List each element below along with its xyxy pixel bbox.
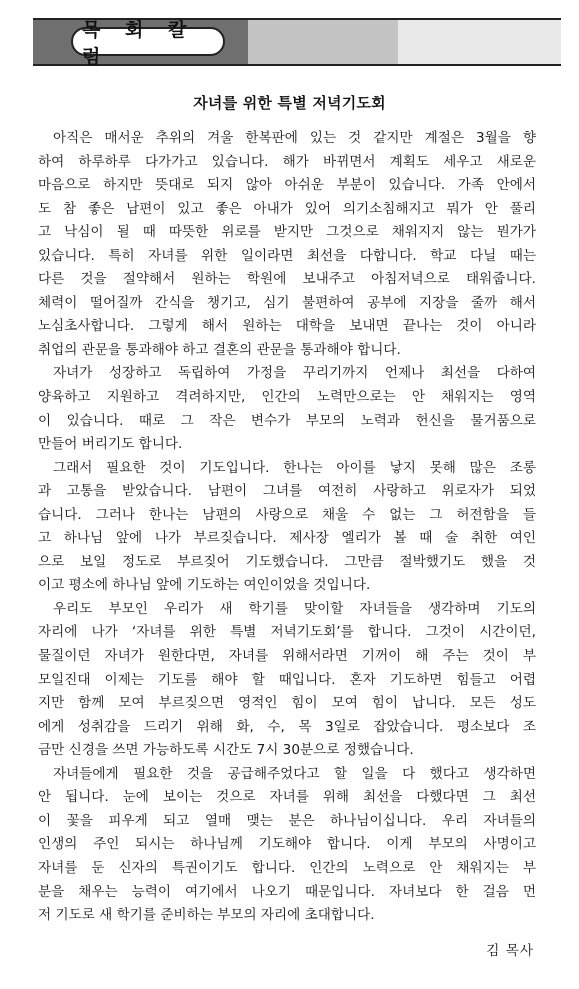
column-header-band — [33, 18, 561, 66]
article-line: 마음으로 하지만 뜻대로 되지 않아 아쉬운 부분이 있습니다. 가족 안에서 — [38, 177, 536, 194]
article-line: 모일진대 이제는 기도를 해야 할 때입니다. 혼자 기도하면 힘들고 어렵 — [38, 671, 536, 688]
article-line: 그래서 필요한 것이 기도입니다. 한나는 아이를 낳지 못해 많은 조롱 — [53, 459, 536, 476]
article-line: 하여 하루하루 다가가고 있습니다. 해가 바뀌면서 계획도 세우고 새로운 — [38, 153, 536, 170]
article-line: 체력이 떨어질까 간식을 챙기고, 심기 불편하여 공부에 지장을 줄까 해서 — [38, 294, 536, 311]
article-line: 이 꽃을 피우게 되고 열매 맺는 분은 하나님이십니다. 우리 자녀들의 — [38, 812, 536, 829]
header-band-mid-segment — [248, 20, 398, 64]
article-line: 고 낙심이 될 때 따뜻한 위로를 받지만 그것으로 채워지지 않는 뭔가가 — [38, 224, 536, 241]
header-band-light-segment — [398, 20, 561, 64]
article-line: 분을 채우는 능력이 여기에서 나오기 때문입니다. 자녀보다 한 걸음 먼 — [38, 883, 536, 900]
article-line: 이고 평소에 하나님 앞에 기도하는 여인이었을 것입니다. — [38, 577, 371, 594]
article-line: 다른 것을 절약해서 원하는 학원에 보내주고 아침저녁으로 태워줍니다. — [38, 271, 536, 288]
article-line: 우리도 부모인 우리가 새 학기를 맞이할 자녀들을 생각하며 기도의 — [53, 600, 536, 617]
article-line: 과 고통을 받았습니다. 남편이 그녀를 여전히 사랑하고 위로자가 되었 — [38, 483, 536, 500]
article-line: 자녀들에게 필요한 것을 공급해주었다고 할 일을 다 했다고 생각하면 — [53, 765, 536, 782]
article-line: 인생의 주인 되시는 하나님께 기도해야 합니다. 이게 부모의 사명이고 — [38, 836, 536, 853]
article-line: 에게 성취감을 드리기 위해 화, 수, 목 3일로 잡았습니다. 평소보다 조 — [38, 718, 536, 735]
article-line: 으로 보일 정도로 부르짖어 기도했습니다. 그만큼 절박했기도 했을 것 — [38, 553, 536, 570]
article-title: 자녀를 위한 특별 저녁기도회 — [193, 94, 386, 112]
article-line: 노심초사합니다. 그렇게 해서 원하는 대학을 보내면 끝나는 것이 아니라 — [38, 318, 536, 335]
article-author: 김 목사 — [486, 943, 534, 959]
article-line: 저 기도로 새 학기를 준비하는 부모의 자리에 초대합니다. — [38, 907, 375, 924]
article-line: 물질이던 자녀가 원한다면, 자녀를 위해서라면 기꺼이 해 주는 것이 부 — [38, 648, 536, 665]
article-line: 고 하나님 앞에 나가 부르짖습니다. 제사장 엘리가 볼 때 술 취한 여인 — [38, 530, 536, 547]
article-line: 자리에 나가 ‘자녀를 위한 특별 저녁기도회’를 합니다. 그것이 시간이던, — [38, 624, 536, 641]
article-line: 자녀를 둔 신자의 특권이기도 합니다. 인간의 노력으로 안 채워지는 부 — [38, 859, 536, 876]
article-line: 자녀가 성장하고 독립하여 가정을 꾸리기까지 언제나 최선을 다하여 — [53, 365, 536, 382]
article-body — [38, 127, 536, 928]
article-line: 있습니다. 특히 자녀를 위한 일이라면 최선을 다합니다. 학교 다닐 때는 — [38, 247, 536, 264]
article-line: 양육하고 지원하고 격려하지만, 인간의 노력만으로는 안 채워지는 영역 — [38, 389, 536, 406]
column-label: 목 회 칼 럼 — [71, 27, 225, 56]
article-line: 만들어 버리기도 합니다. — [38, 436, 183, 453]
article-line: 취업의 관문을 통과해야 하고 결혼의 관문을 통과해야 합니다. — [38, 341, 401, 358]
article-line: 지만 함께 모여 부르짖으면 영적인 힘이 모여 힘이 납니다. 모든 성도 — [38, 695, 536, 712]
article-line: 이 있습니다. 때로 그 작은 변수가 부모의 노력과 헌신을 물거품으로 — [38, 412, 536, 429]
article-line: 안 됩니다. 눈에 보이는 것으로 자녀를 위해 최선을 다했다면 그 최선 — [38, 789, 536, 806]
article-line: 도 참 좋은 남편이 있고 좋은 아내가 있어 의기소침해지고 뭐가 안 풀리 — [38, 200, 536, 217]
header-band-dark-segment — [33, 18, 248, 68]
article-line: 아직은 매서운 추위의 겨울 한복판에 있는 것 같지만 계절은 3월을 향 — [53, 130, 536, 146]
article-line: 습니다. 그러나 한나는 남편의 사랑으로 채울 수 없는 그 허전함을 들 — [38, 506, 536, 523]
article-line: 금만 신경을 쓰면 가능하도록 시간도 7시 30분으로 정했습니다. — [38, 742, 414, 759]
